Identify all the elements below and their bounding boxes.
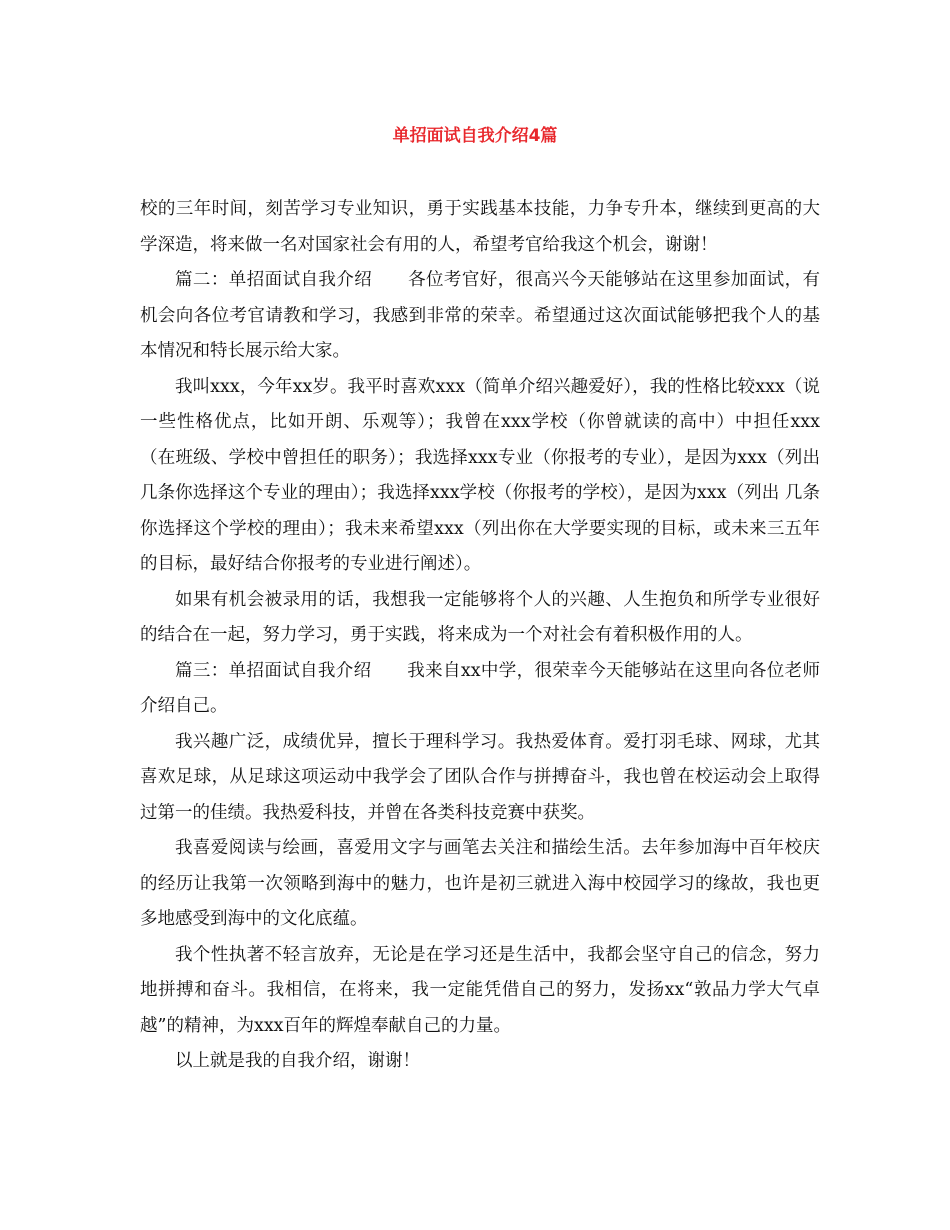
- document-title: 单招面试自我介绍4篇: [392, 126, 558, 146]
- paragraph-2: 篇二：单招面试自我介绍 各位考官好，很高兴今天能够站在这里参加面试，有机会向各位考官请教和学习，我感到非常的荣幸。希望通过这次面试能够把我个人的基本情况和特长展示给大家。: [140, 270, 820, 361]
- paragraph-5: 篇三：单招面试自我介绍 我来自xx中学，很荣幸今天能够站在这里向各位老师介绍自己。: [140, 660, 820, 716]
- paragraph-7: 我喜爱阅读与绘画，喜爱用文字与画笔去关注和描绘生活。去年参加海中百年校庆的经历让我第一次领略到海中的魅力，也许是初三就进入海中校园学习的缘故，我也更多地感受到海中的文化底蕴。: [140, 838, 820, 929]
- paragraph-1: 校的三年时间，刻苦学习专业知识，勇于实践基本技能，力争专升本，继续到更高的大学深造，将来做一名对国家社会有用的人，希望考官给我这个机会，谢谢！: [140, 199, 820, 255]
- paragraph-3: 我叫xxx，今年xx岁。我平时喜欢xxx（简单介绍兴趣爱好），我的性格比较xxx（说一些性格优点，比如开朗、乐观等）；我曾在xxx学校（你曾就读的高中）中担任xxx（在班级、学校中曾担任的职务）；我选择xxx专业（你报考的专业），是因为xxx（列出几条你选择这个专业的理由）；我选择xxx学校（你报考的学校），是因为xxx（列出 几条你选择这个学校的理由）；我未来希望xxx（列出你在大学要实现的目标，或未来三五年的目标，最好结合你报考的专业进行阐述）。: [140, 376, 820, 574]
- document-body: [140, 192, 820, 1080]
- paragraph-4: 如果有机会被录用的话，我想我一定能够将个人的兴趣、人生抱负和所学专业很好的结合在一起，努力学习，勇于实践，将来成为一个对社会有着积极作用的人。: [140, 589, 820, 645]
- paragraph-9: 以上就是我的自我介绍，谢谢！: [175, 1051, 420, 1071]
- paragraph-6: 我兴趣广泛，成绩优异，擅长于理科学习。我热爱体育。爱打羽毛球、网球，尤其喜欢足球，从足球这项运动中我学会了团队合作与拼搏奋斗，我也曾在校运动会上取得过第一的佳绩。我热爱科技，并曾在各类科技竞赛中获奖。: [140, 731, 820, 823]
- paragraph-8: 我个性执著不轻言放弃，无论是在学习还是生活中，我都会坚守自己的信念，努力地拼搏和奋斗。我相信，在将来，我一定能凭借自己的努力，发扬xx“敦品力学大气卓越”的精神，为xxx百年的辉煌奉献自己的力量。: [140, 944, 820, 1036]
